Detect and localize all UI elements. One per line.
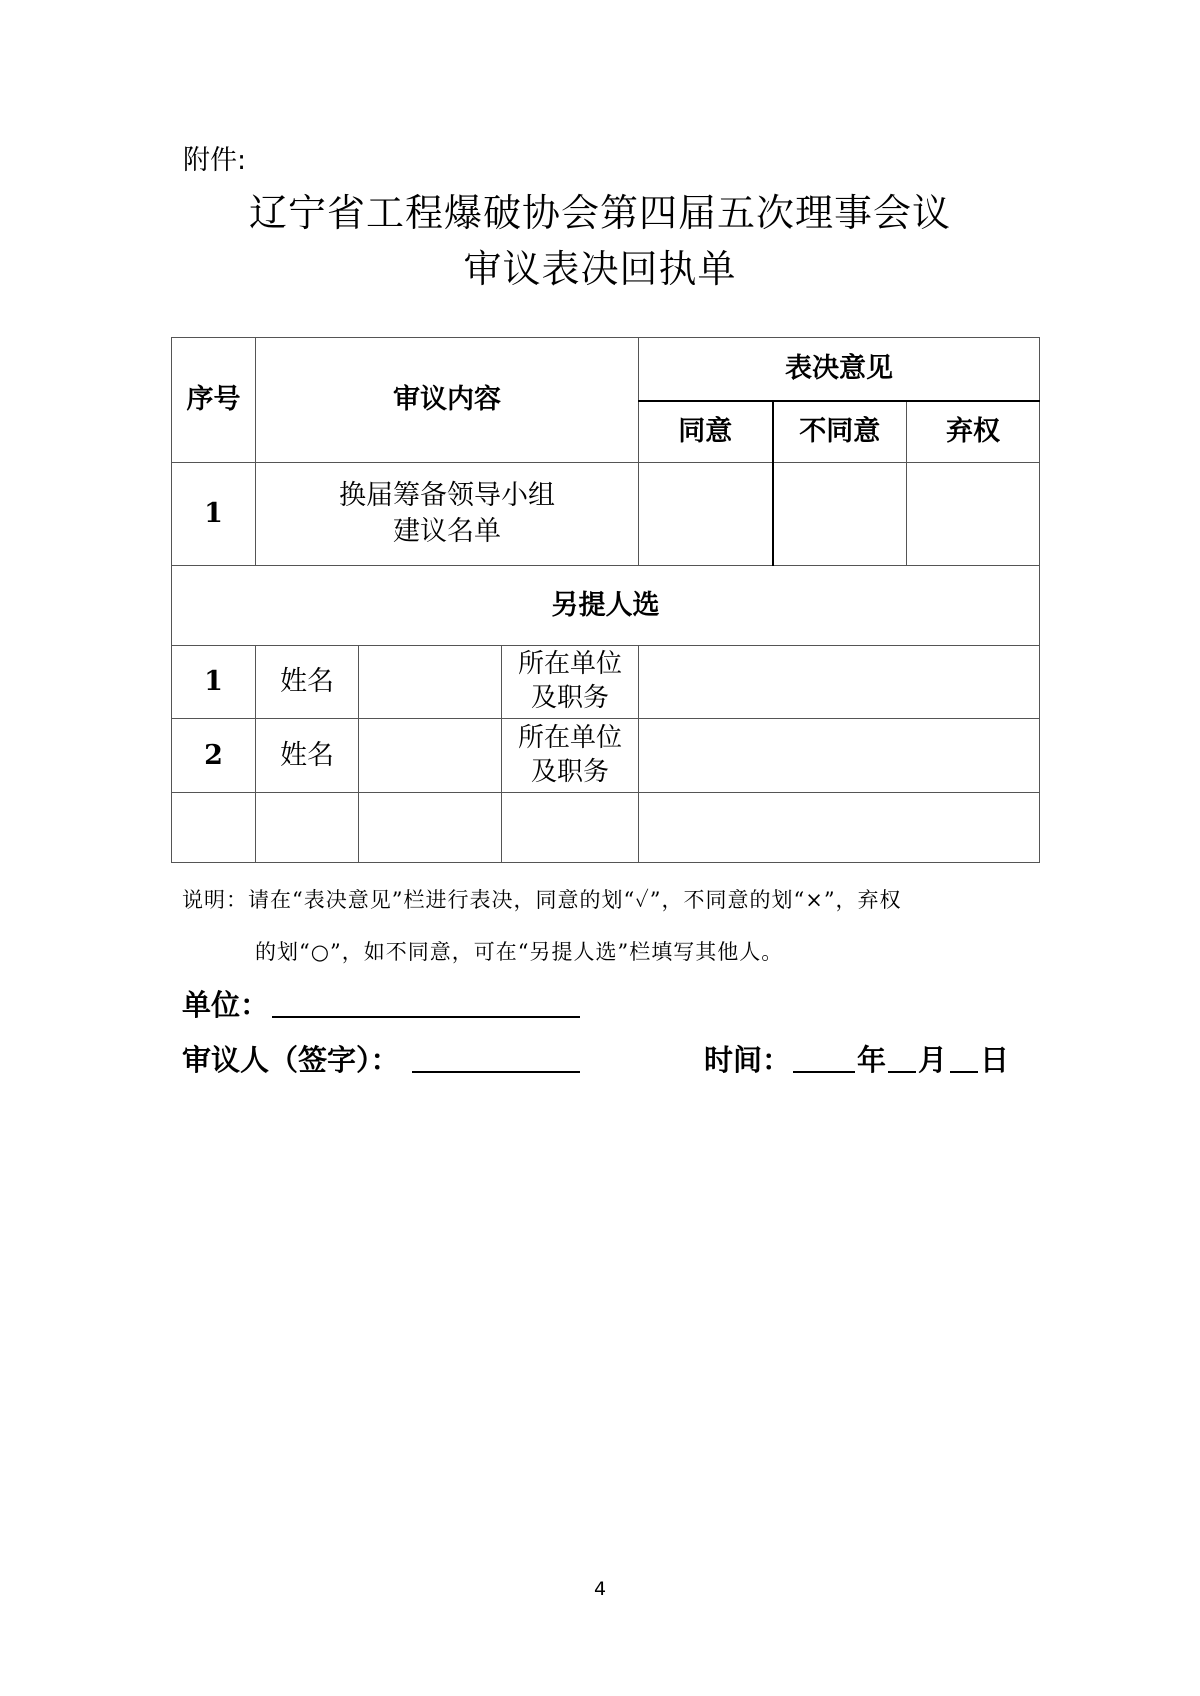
alt-row-1-unit-input[interactable] <box>639 646 1040 719</box>
note-line2: 的划“○”，如不同意，可在“另提人选”栏填写其他人。 <box>255 940 784 964</box>
alt-row-2-name-input[interactable] <box>359 719 502 793</box>
alt-row-1-name-input[interactable] <box>359 646 502 719</box>
day-blank[interactable] <box>950 1071 978 1073</box>
alt-row-2-seq: 2 <box>172 719 256 793</box>
item-content-line1: 换届筹备领导小组 <box>339 480 555 512</box>
month-blank[interactable] <box>888 1071 916 1073</box>
year-blank[interactable] <box>793 1071 855 1073</box>
note-line1: 说明：请在“表决意见”栏进行表决，同意的划“✓”，不同意的划“×”，弃权 <box>182 888 902 912</box>
item-content <box>256 463 639 566</box>
item-content-line2: 建议名单 <box>393 516 501 547</box>
header-content: 审议内容 <box>256 338 639 463</box>
empty-row-name-input[interactable] <box>359 793 502 863</box>
alt-row-1-seq: 1 <box>172 646 256 719</box>
header-seq: 序号 <box>172 338 256 463</box>
header-abstain: 弃权 <box>907 401 1040 463</box>
item-abstain-cell[interactable] <box>907 463 1040 566</box>
unit-blank[interactable] <box>272 1016 580 1018</box>
document-subtitle: 审议表决回执单 <box>463 247 737 291</box>
alt-row-2-name-label: 姓名 <box>256 719 359 793</box>
header-disagree: 不同意 <box>773 401 907 463</box>
empty-row-name-label[interactable] <box>256 793 359 863</box>
alternative-header: 另提人选 <box>172 566 1040 646</box>
vote-table <box>171 337 1040 863</box>
time-label: 时间： <box>704 1043 792 1077</box>
month-label: 月 <box>918 1043 948 1077</box>
alt-row-1-name-label: 姓名 <box>256 646 359 719</box>
item-disagree-cell[interactable] <box>773 463 907 566</box>
alt-row-1-unit-label <box>502 646 639 719</box>
reviewer-signature-blank[interactable] <box>412 1071 580 1073</box>
page-number: 4 <box>593 1578 607 1600</box>
empty-row-seq[interactable] <box>172 793 256 863</box>
header-agree: 同意 <box>639 401 773 463</box>
header-vote-opinion: 表决意见 <box>639 338 1040 401</box>
document-title: 辽宁省工程爆破协会第四届五次理事会议 <box>248 191 951 235</box>
reviewer-label: 审议人（签字）： <box>182 1043 400 1077</box>
attachment-label: 附件: <box>183 145 247 176</box>
empty-row-unit-label[interactable] <box>502 793 639 863</box>
alt-row-2-unit-input[interactable] <box>639 719 1040 793</box>
item-seq: 1 <box>172 463 256 566</box>
alt-row-1-unit-line2: 及职务 <box>531 683 610 713</box>
unit-label: 单位： <box>182 988 270 1022</box>
alt-row-2-unit-line1: 所在单位 <box>518 722 623 753</box>
alt-row-2-unit-label <box>502 719 639 793</box>
day-label: 日 <box>980 1043 1010 1077</box>
alt-row-2-unit-line2: 及职务 <box>531 756 610 787</box>
year-label: 年 <box>857 1043 887 1077</box>
item-agree-cell[interactable] <box>639 463 773 566</box>
alt-row-1-unit-line1: 所在单位 <box>518 649 623 680</box>
empty-row-unit-input[interactable] <box>639 793 1040 863</box>
